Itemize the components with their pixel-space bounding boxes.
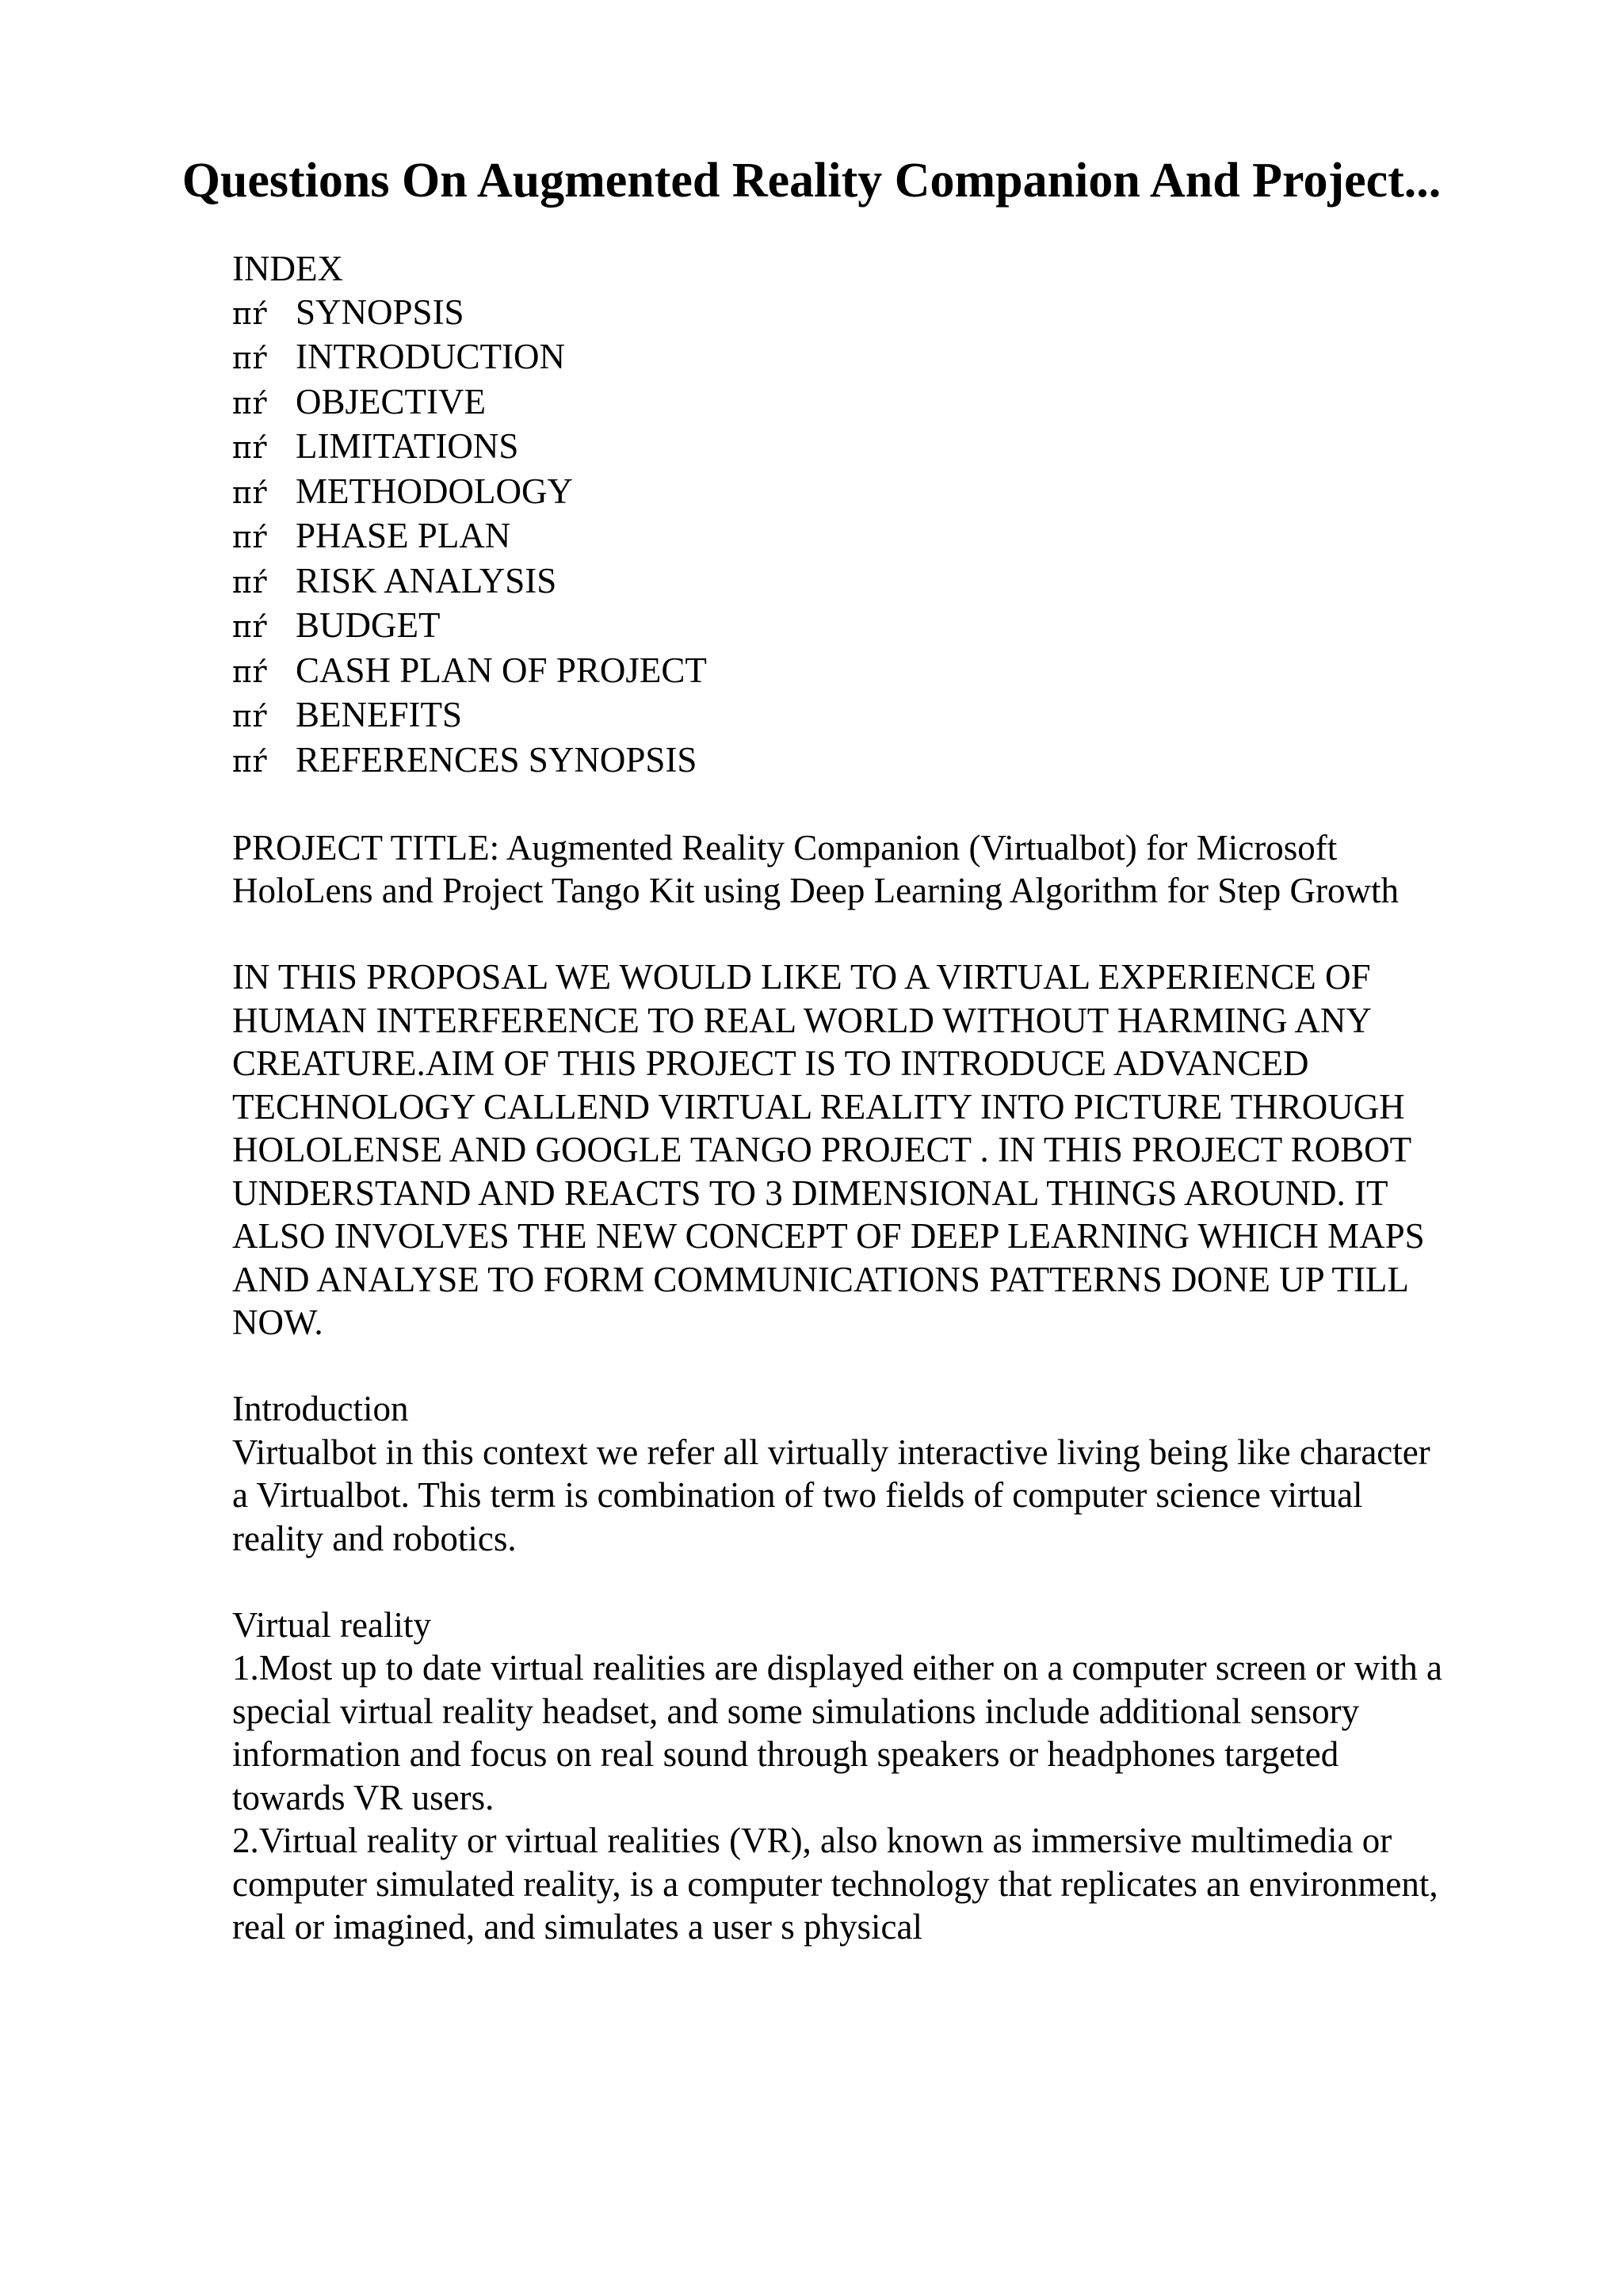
paragraph-gap xyxy=(232,783,1500,826)
index-section xyxy=(232,247,1500,783)
text-line: NOW. xyxy=(232,1302,323,1342)
index-item-synopsis xyxy=(232,291,1500,336)
text-line: computer simulated reality, is a computer technology that replicates an environment, xyxy=(232,1863,1438,1904)
bullet-glyph: пŕ xyxy=(232,564,267,600)
index-item-label: REFERENCES SYNOPSIS xyxy=(296,739,697,780)
text-line: AND ANALYSE TO FORM COMMUNICATIONS PATTERNS DONE UP TILL xyxy=(232,1259,1409,1299)
index-item-label: METHODOLOGY xyxy=(296,471,573,511)
index-item-limitations xyxy=(232,425,1500,470)
virtual-reality-section xyxy=(232,1604,1500,1949)
text-line: 2.Virtual reality or virtual realities (VR), also known as immersive multimedia or xyxy=(232,1821,1392,1860)
text-line: PROJECT TITLE: Augmented Reality Companion (Virtualbot) for Microsoft xyxy=(232,827,1338,868)
bullet-glyph: пŕ xyxy=(232,341,267,376)
index-item-references xyxy=(232,738,1500,784)
bullet-glyph: пŕ xyxy=(232,430,267,465)
text-line: towards VR users. xyxy=(232,1777,495,1817)
text-line: HOLOLENSE AND GOOGLE TANGO PROJECT . IN THIS PROJECT ROBOT xyxy=(232,1130,1412,1169)
paragraph-gap xyxy=(232,1560,1500,1604)
index-item-benefits xyxy=(232,693,1500,738)
index-item-cash-plan xyxy=(232,649,1500,694)
text-line: real or imagined, and simulates a user s physical xyxy=(232,1907,922,1947)
bullet-glyph: пŕ xyxy=(232,475,267,510)
text-line: CREATURE.AIM OF THIS PROJECT IS TO INTRODUCE ADVANCED xyxy=(232,1043,1309,1083)
index-item-label: SYNOPSIS xyxy=(296,292,464,332)
text-line: TECHNOLOGY CALLEND VIRTUAL REALITY INTO PICTURE THROUGH xyxy=(232,1086,1405,1127)
index-list xyxy=(232,291,1500,784)
paragraph-gap xyxy=(232,913,1500,956)
project-title-paragraph xyxy=(232,826,1500,913)
text-line: 1.Most up to date virtual realities are displayed either on a computer screen or with a xyxy=(232,1648,1442,1688)
index-item-label: INTRODUCTION xyxy=(296,337,565,376)
section-heading-introduction: Introduction xyxy=(232,1389,409,1428)
bullet-glyph: пŕ xyxy=(232,743,267,779)
index-item-label: LIMITATIONS xyxy=(296,426,519,466)
proposal-paragraph xyxy=(232,955,1500,1344)
text-line: HoloLens and Project Tango Kit using Deep Learning Algorithm for Step Growth xyxy=(232,871,1400,910)
bullet-glyph: пŕ xyxy=(232,609,267,644)
index-item-objective xyxy=(232,380,1500,425)
paragraph-gap xyxy=(232,1344,1500,1388)
introduction-section xyxy=(232,1387,1500,1560)
index-item-label: PHASE PLAN xyxy=(296,516,511,555)
index-item-label: RISK ANALYSIS xyxy=(296,560,557,601)
document-body xyxy=(232,247,1500,1949)
index-item-label: BUDGET xyxy=(296,605,441,645)
bullet-glyph: пŕ xyxy=(232,296,267,331)
text-line: reality and robotics. xyxy=(232,1518,517,1558)
text-line: UNDERSTAND AND REACTS TO 3 DIMENSIONAL THINGS AROUND. IT xyxy=(232,1173,1388,1213)
text-line: HUMAN INTERFERENCE TO REAL WORLD WITHOUT HARMING ANY xyxy=(232,1000,1372,1040)
index-item-budget xyxy=(232,604,1500,649)
index-item-label: BENEFITS xyxy=(296,695,463,734)
index-item-label: CASH PLAN OF PROJECT xyxy=(296,650,707,690)
text-line: information and focus on real sound through speakers or headphones targeted xyxy=(232,1734,1339,1774)
index-item-risk-analysis xyxy=(232,559,1500,605)
bullet-glyph: пŕ xyxy=(232,654,267,689)
bullet-glyph: пŕ xyxy=(232,520,267,555)
text-line: a Virtualbot. This term is combination of two fields of computer science virtual xyxy=(232,1475,1363,1515)
bullet-glyph: пŕ xyxy=(232,385,267,421)
text-line: ALSO INVOLVES THE NEW CONCEPT OF DEEP LEARNING WHICH MAPS xyxy=(232,1216,1425,1256)
document-title: Questions On Augmented Reality Companion And Project... xyxy=(181,154,1442,208)
index-item-phase-plan xyxy=(232,514,1500,559)
text-line: Virtualbot in this context we refer all virtually interactive living being like character xyxy=(232,1432,1430,1472)
bullet-glyph: пŕ xyxy=(232,699,267,734)
index-item-label: OBJECTIVE xyxy=(296,381,486,421)
section-heading-virtual-reality: Virtual reality xyxy=(232,1604,431,1645)
text-line: special virtual reality headset, and some simulations include additional sensory xyxy=(232,1691,1360,1731)
text-line: IN THIS PROPOSAL WE WOULD LIKE TO A VIRTUAL EXPERIENCE OF xyxy=(232,957,1371,997)
index-item-methodology xyxy=(232,470,1500,515)
index-item-introduction xyxy=(232,335,1500,380)
index-heading: INDEX xyxy=(232,249,343,288)
